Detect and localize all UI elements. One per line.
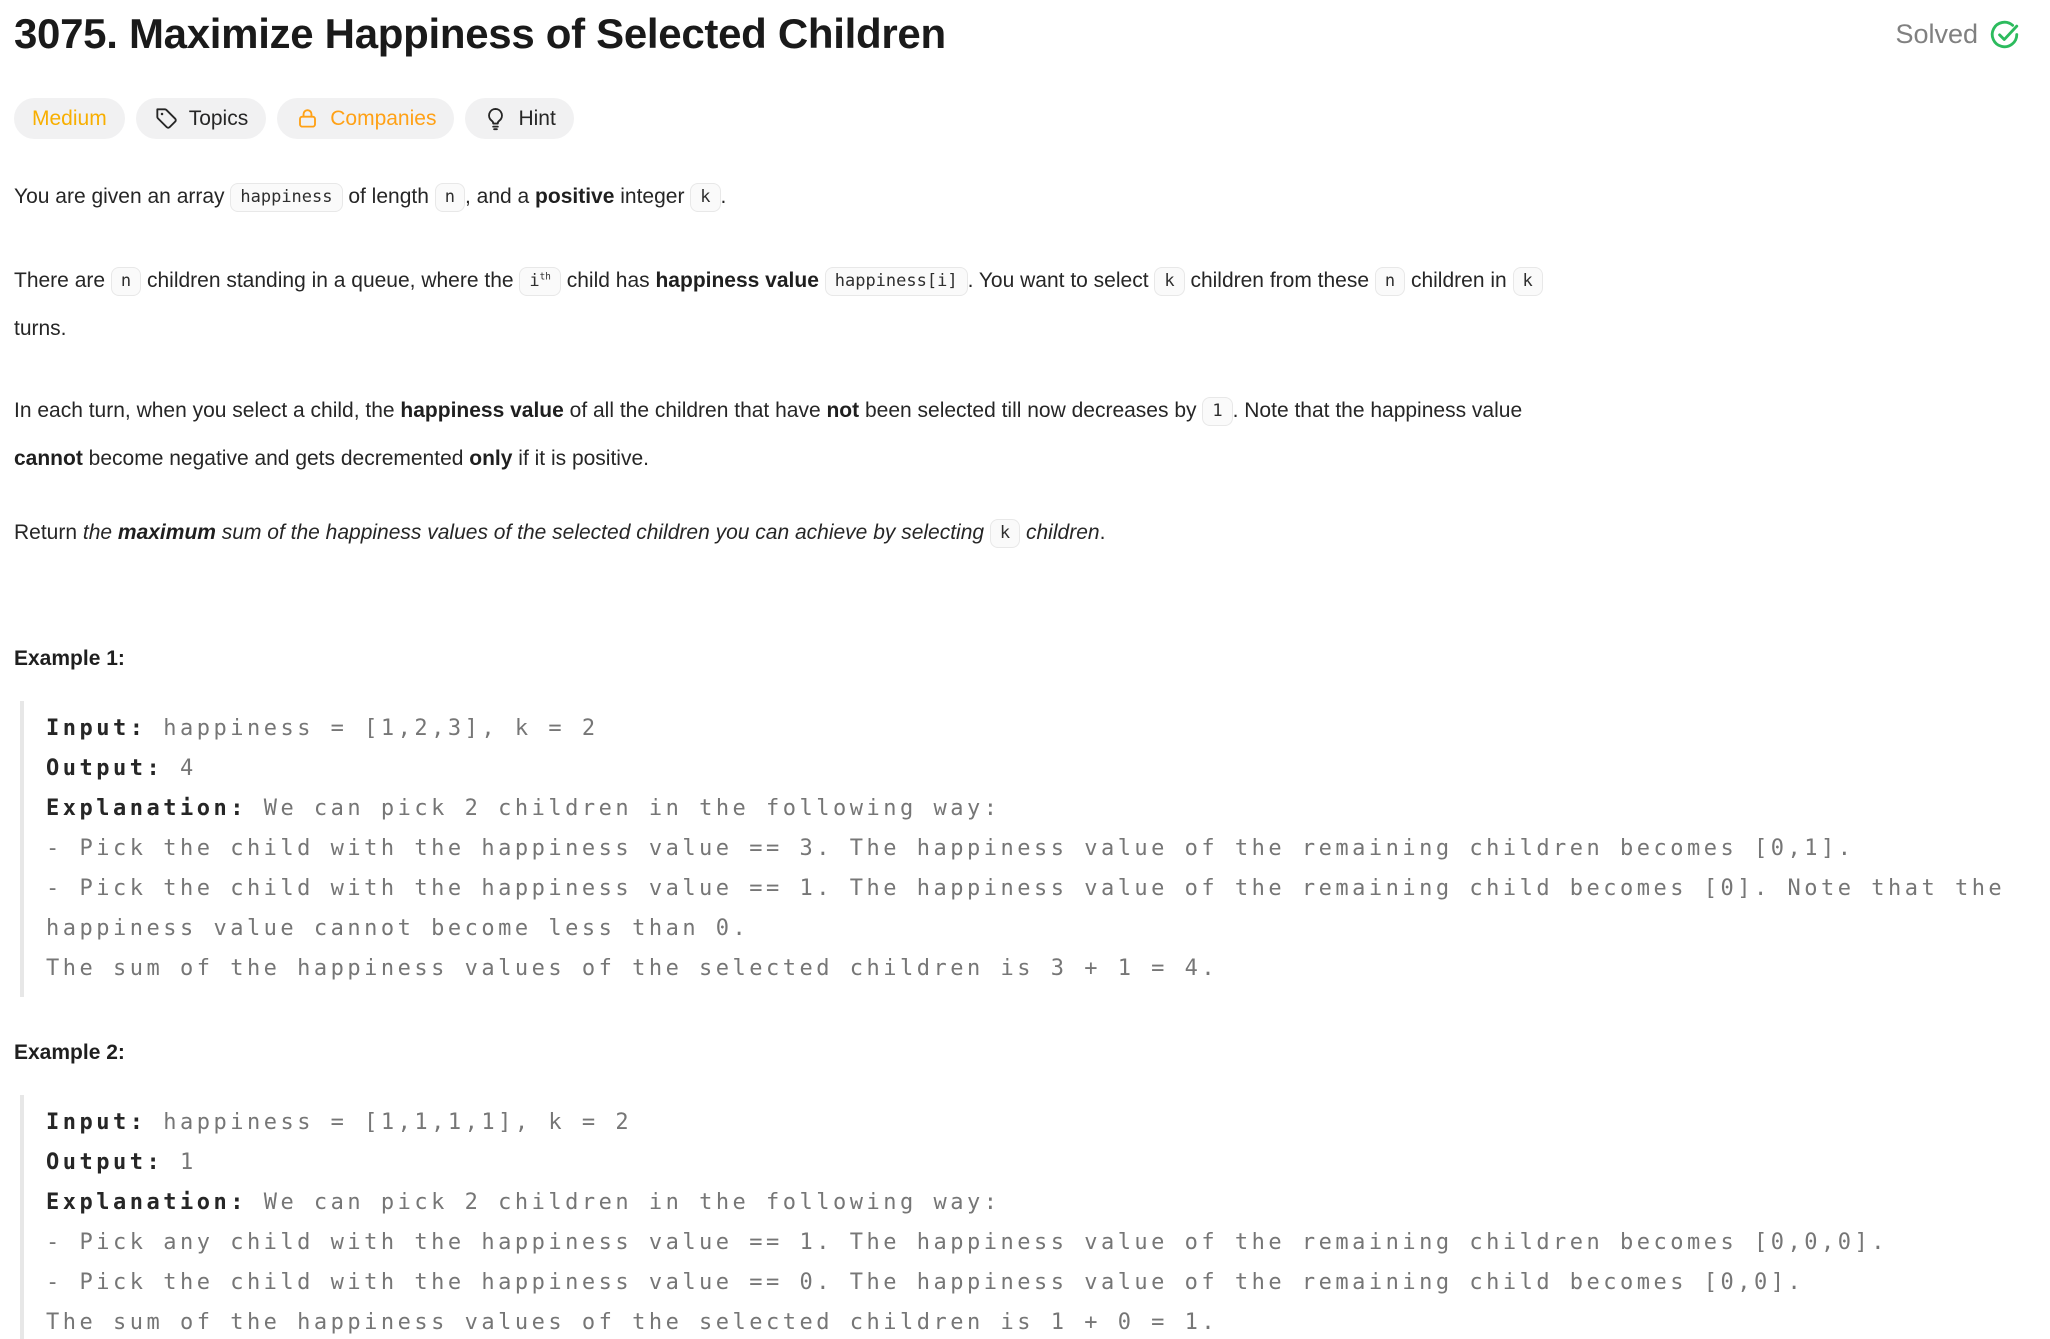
difficulty-badge[interactable] — [14, 98, 125, 139]
companies-button[interactable] — [277, 98, 454, 139]
lightbulb-icon — [483, 106, 508, 131]
inline-code-chip: happiness[i] — [825, 267, 968, 296]
example-1-label: Example 1: — [14, 647, 125, 670]
example-line: The sum of the happiness values of the selected children is 1 + 0 = 1. — [46, 1310, 1219, 1335]
statement-paragraph: You are given an array happiness of length n , and a positive integer k . — [14, 173, 2034, 221]
example-line: - Pick the child with the happiness value == 3. The happiness value of the remaining children becomes [0,1]. — [46, 836, 1855, 861]
topics-button[interactable] — [136, 98, 267, 139]
tag-icon — [154, 106, 179, 131]
inline-code-chip: n — [435, 183, 465, 212]
example-line: Explanation: We can pick 2 children in the following way: — [46, 796, 1001, 821]
inline-code-chip: n — [111, 267, 141, 296]
example-line: Input: happiness = [1,1,1,1], k = 2 — [46, 1110, 633, 1135]
header-row — [14, 10, 2034, 58]
inline-code-chip: k — [690, 183, 720, 212]
lock-icon — [295, 106, 320, 131]
inline-code-chip: k — [1154, 267, 1184, 296]
topics-label: Topics — [188, 106, 249, 130]
example-line: The sum of the happiness values of the selected children is 3 + 1 = 4. — [46, 956, 1219, 981]
example-line: Input: happiness = [1,2,3], k = 2 — [46, 716, 599, 741]
example-2-label: Example 2: — [14, 1041, 125, 1064]
inline-code-chip: happiness — [230, 183, 342, 212]
inline-code-chip: 1 — [1202, 397, 1232, 426]
hint-label: Hint — [518, 106, 556, 130]
page-title: 3075. Maximize Happiness of Selected Children — [14, 10, 946, 57]
statement-return-paragraph: Return the maximum sum of the happiness values of the selected children you can achieve by selecting k children. — [14, 509, 2034, 557]
badge-row — [14, 98, 2034, 139]
example-1-block — [20, 701, 2034, 997]
difficulty-label: Medium — [32, 106, 107, 130]
example-2-block — [20, 1095, 2034, 1339]
example-line: - Pick any child with the happiness value == 1. The happiness value of the remaining children becomes [0,0,0]. — [46, 1230, 1888, 1255]
check-circle-icon — [1989, 19, 2020, 50]
hint-button[interactable] — [465, 98, 573, 139]
example-line: - Pick the child with the happiness value == 0. The happiness value of the remaining child becomes [0,0]. — [46, 1270, 1805, 1295]
example-line: - Pick the child with the happiness value == 1. The happiness value of the remaining child becomes [0]. Note that the happiness value cannot become less than 0. — [46, 876, 2022, 941]
statement-paragraph: In each turn, when you select a child, the happiness value of all the children that have not been selected till now decreases by 1 . Note that the happiness value cannot become negative and gets decremented only if it is positive. — [14, 399, 1523, 470]
example-line: Output: 1 — [46, 1150, 197, 1175]
inline-code-chip: $i^{th}$ — [519, 267, 561, 296]
example-line: Output: 4 — [46, 756, 197, 781]
solved-status-badge — [1895, 19, 2020, 50]
example-line: Explanation: We can pick 2 children in the following way: — [46, 1190, 1001, 1215]
solved-label: Solved — [1895, 18, 1978, 49]
inline-code-chip: k — [1513, 267, 1543, 296]
inline-code-chip: k — [990, 519, 1020, 548]
inline-code-chip: n — [1375, 267, 1405, 296]
problem-statement — [14, 173, 2034, 557]
statement-paragraph: There are n children standing in a queue, where the $i^{th}$ child has happiness value happiness[i] . You want to select k children from these n children in k turns. — [14, 257, 2034, 353]
companies-label: Companies — [330, 106, 437, 130]
